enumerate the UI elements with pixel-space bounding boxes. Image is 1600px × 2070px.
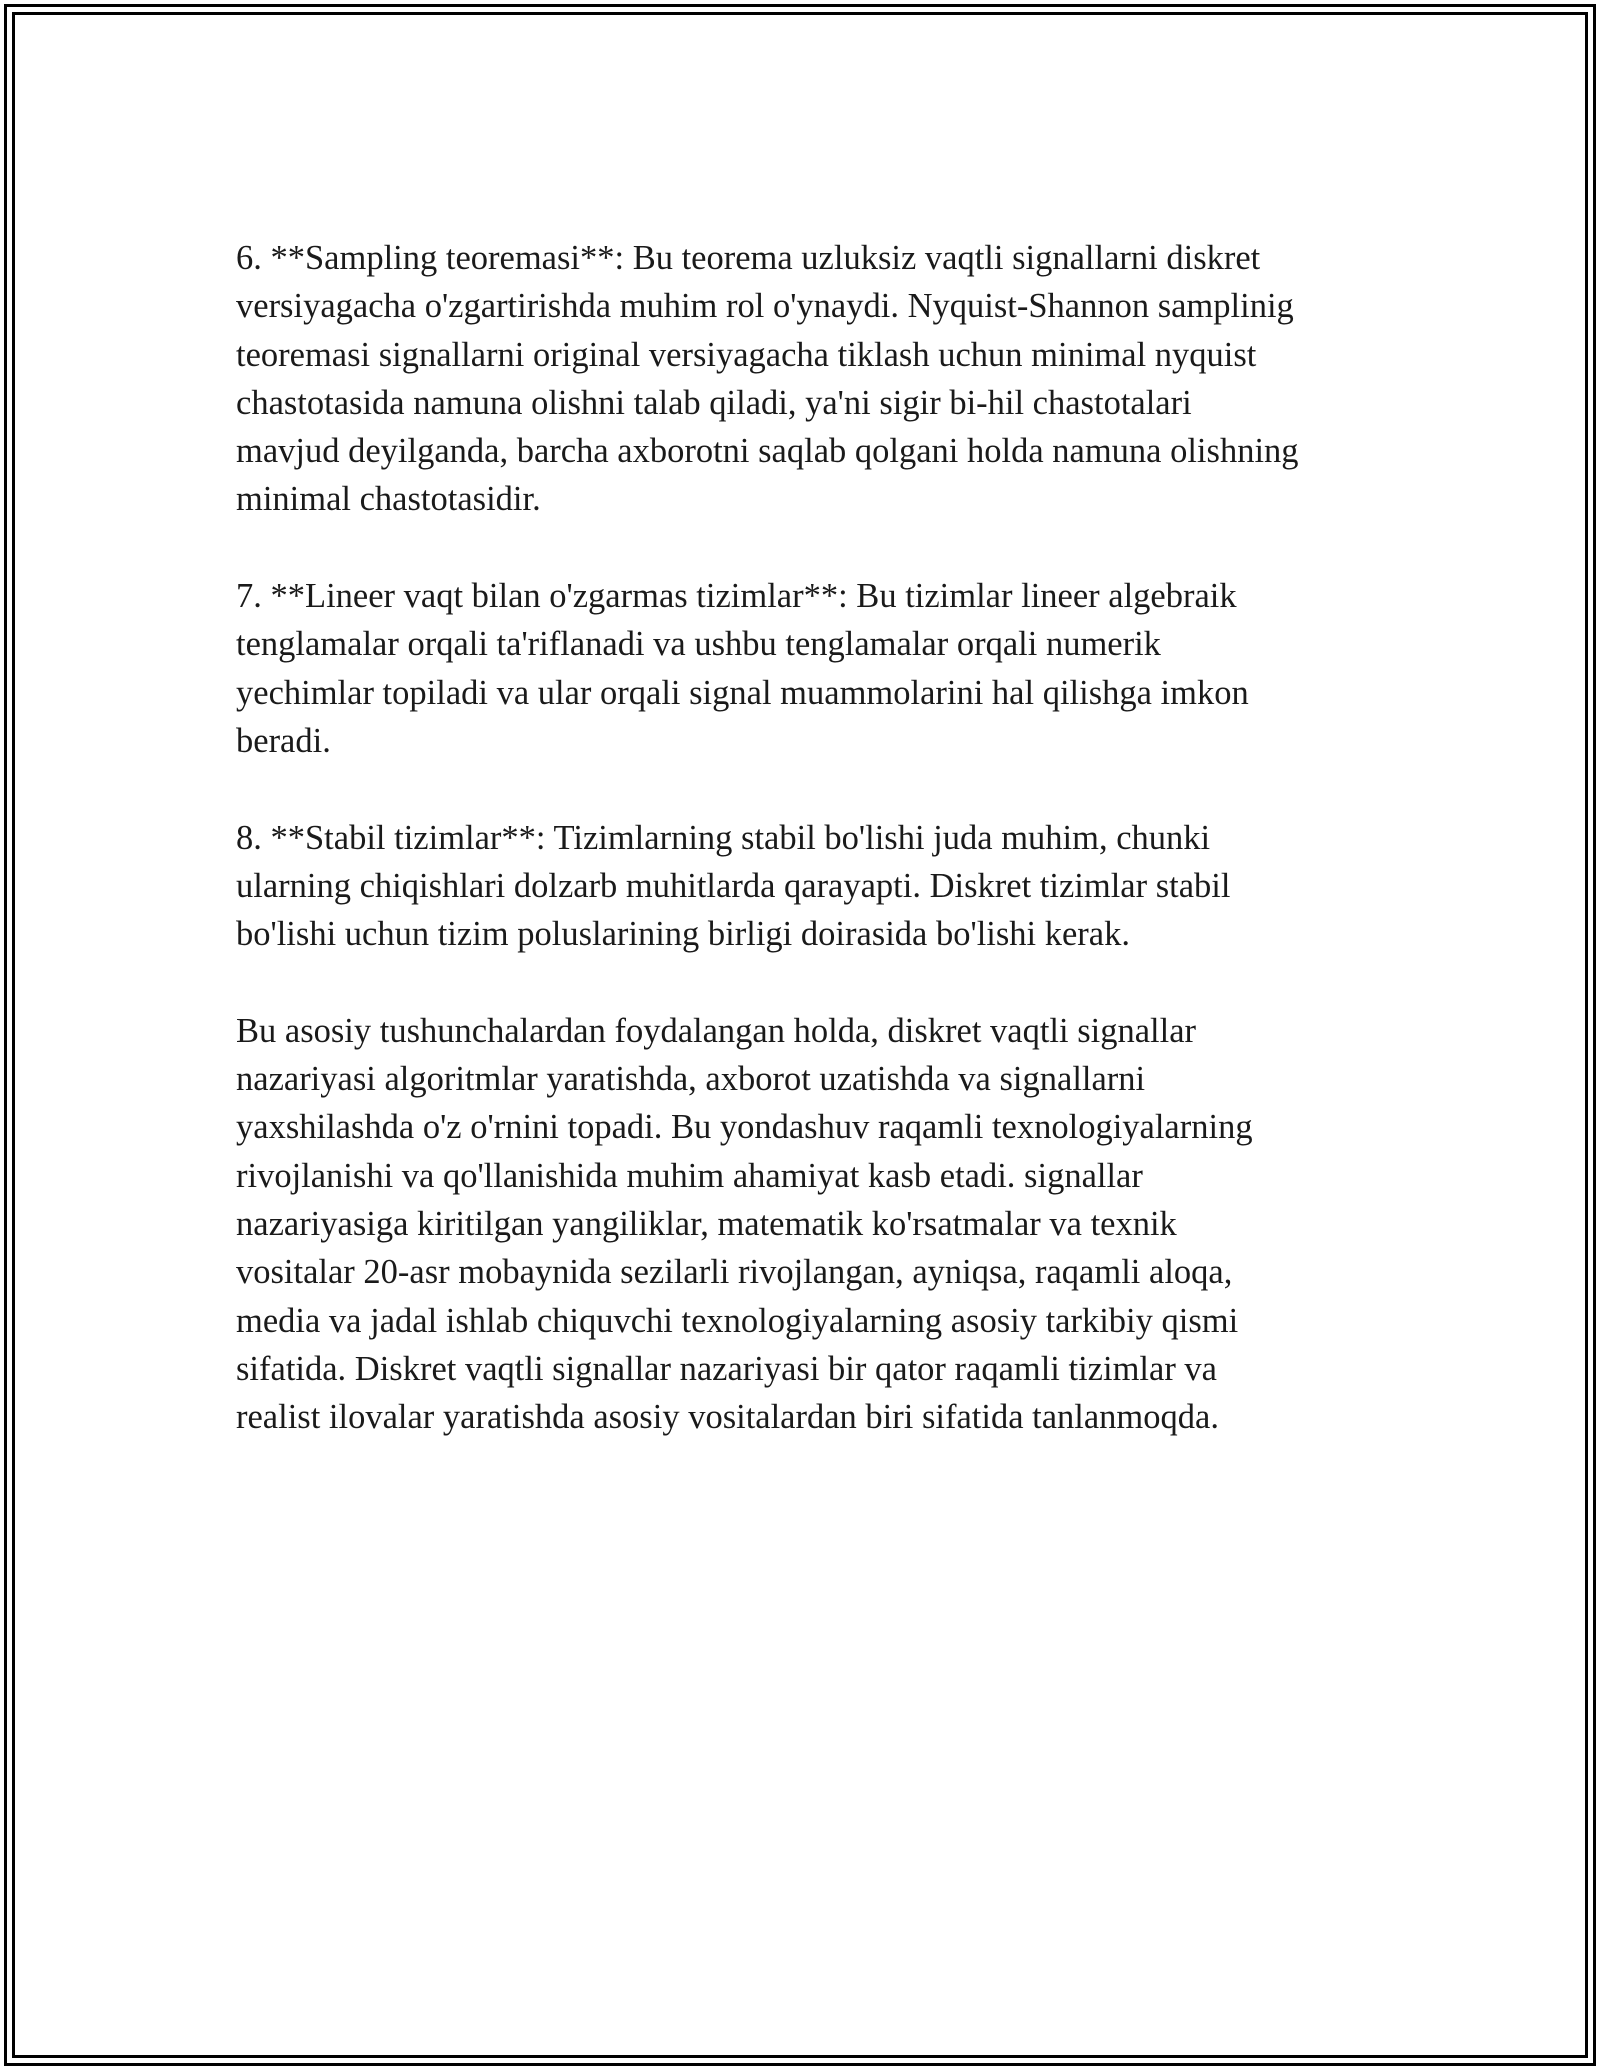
document-body bbox=[236, 234, 1386, 1490]
paragraph-linear-time-invariant-systems: 7. **Lineer vaqt bilan o'zgarmas tizimlar**: Bu tizimlar lineer algebraik tenglamalar orqali ta'riflanadi va ushbu tenglamalar orqali numerik yechimlar topiladi va ular orqali signal muammolarini hal qilishga imkon beradi. bbox=[236, 577, 1249, 760]
paragraph-stable-systems: 8. **Stabil tizimlar**: Tizimlarning stabil bo'lishi juda muhim, chunki ularning chiqishlari dolzarb muhitlarda qarayapti. Diskret tizimlar stabil bo'lishi uchun tizim poluslarining birligi doirasida bo'lishi kerak. bbox=[236, 818, 1231, 954]
paragraph-sampling-theorem: 6. **Sampling teoremasi**: Bu teorema uzluksiz vaqtli signallarni diskret versiyagacha o'zgartirishda muhim rol o'ynaydi. Nyquist-Shannon samplinig teoremasi signallarni original versiyagacha tiklash uchun minimal nyquist chastotasida namuna olishni talab qiladi, ya'ni sigir bi-hil chastotalari mavjud deyilganda, barcha axborotni saqlab qolgani holda namuna olishning minimal chastotasidir. bbox=[236, 239, 1299, 519]
paragraph-conclusion: Bu asosiy tushunchalardan foydalangan holda, diskret vaqtli signallar nazariyasi algoritmlar yaratishda, axborot uzatishda va signallarni yaxshilashda o'z o'rnini topadi. Bu yondashuv raqamli texnologiyalarning rivojlanishi va qo'llanishida muhim ahamiyat kasb etadi. signallar nazariyasiga kiritilgan yangiliklar, matematik ko'rsatmalar va texnik vositalar 20-asr mobaynida sezilarli rivojlangan, ayniqsa, raqamli aloqa, media va jadal ishlab chiquvchi texnologiyalarning asosiy tarkibiy qismi sifatida. Diskret vaqtli signallar nazariyasi bir qator raqamli tizimlar va realist ilovalar yaratishda asosiy vositalardan biri sifatida tanlanmoqda. bbox=[236, 1011, 1253, 1437]
